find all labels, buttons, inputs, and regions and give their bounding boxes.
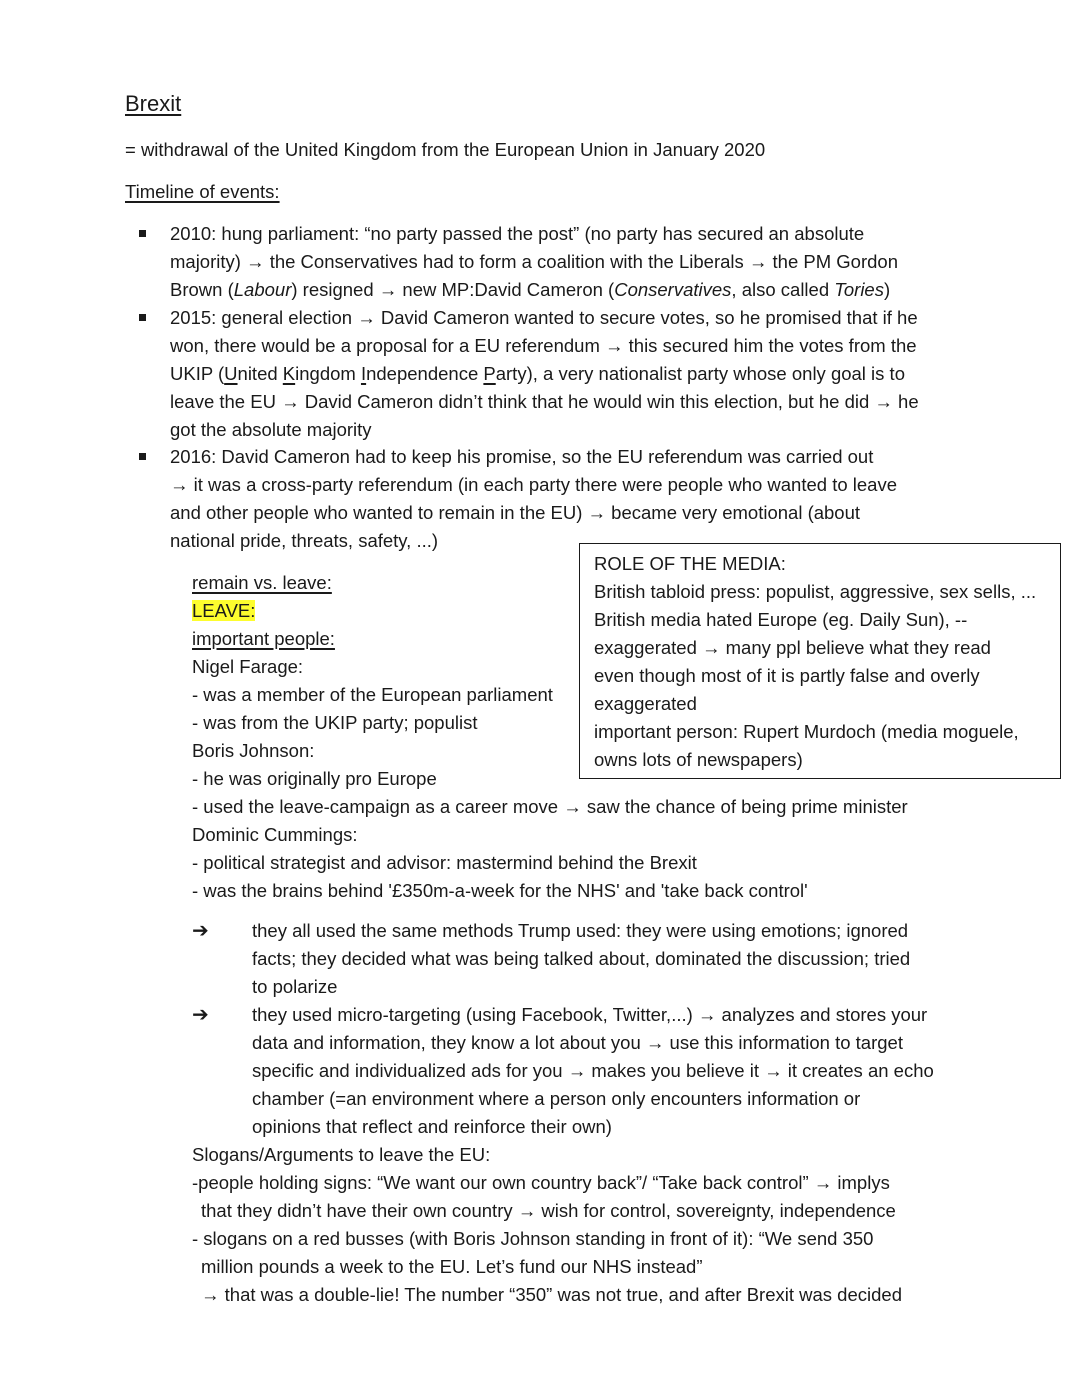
- text-part-underlined: I: [360, 363, 367, 384]
- johnson-name: Boris Johnson:: [192, 740, 315, 761]
- text-line: → it was a cross-party referendum (in each party there were people who wanted to leave: [170, 474, 898, 495]
- text-part: ): [883, 279, 891, 300]
- text-part: , also called: [731, 279, 835, 300]
- arrow-point-microtargeting: [252, 1001, 934, 1141]
- slogans-list: [192, 1169, 902, 1309]
- text-line: 2016: David Cameron had to keep his promise, so the EU referendum was carried out: [170, 446, 874, 467]
- text-line: and other people who wanted to remain in the EU) → became very emotional (about: [170, 502, 861, 523]
- text-part-italic: Labour: [233, 279, 292, 300]
- text-line: - slogans on a red busses (with Boris Johnson standing in front of it): “We send 350: [192, 1228, 874, 1249]
- johnson-point: - used the leave-campaign as a career move → saw the chance of being prime minister: [192, 796, 908, 817]
- johnson-point: - he was originally pro Europe: [192, 768, 437, 789]
- text-line: opinions that reflect and reinforce their own): [252, 1116, 612, 1137]
- farage-point: - was a member of the European parliament: [192, 684, 553, 705]
- text-line: -people holding signs: “We want our own country back”/ “Take back control” → implys: [192, 1172, 890, 1193]
- text-part-underlined: P: [483, 363, 496, 384]
- text-part: ingdom: [295, 363, 361, 384]
- text-line: leave the EU → David Cameron didn’t think that he would win this election, but he did → he: [170, 391, 919, 412]
- right-arrow-icon: ➔: [192, 1004, 209, 1026]
- page-title: Brexit: [125, 91, 182, 116]
- media-person-name: Rupert Murdoch: [743, 721, 876, 742]
- text-line: data and information, they know a lot about you → use this information to target: [252, 1032, 903, 1053]
- text-part-underlined: U: [224, 363, 238, 384]
- text-line: they all used the same methods Trump used: they were using emotions; ignored: [252, 920, 909, 941]
- text-line: that they didn’t have their own country → wish for control, sovereignty, independence: [201, 1200, 896, 1221]
- square-bullet-icon: [139, 314, 146, 321]
- arrow-point-methods: [252, 917, 910, 1001]
- media-line: even though most of it is partly false and overly: [594, 665, 980, 686]
- timeline-bullet-2010: [170, 220, 898, 304]
- text-line: chamber (=an environment where a person only encounters information or: [252, 1088, 861, 1109]
- text-line: 2010: hung parliament: “no party passed the post” (no party has secured an absolute: [170, 223, 865, 244]
- text-part: (media moguele,: [875, 721, 1019, 742]
- text-line: facts; they decided what was being talked about, dominated the discussion; tried: [252, 948, 911, 969]
- text-part: Brown (: [170, 279, 234, 300]
- right-arrow-icon: ➔: [192, 920, 209, 942]
- media-person-line: [594, 718, 1036, 746]
- text-part-underlined: K: [282, 363, 296, 384]
- text-line: → that was a double-lie! The number “350” was not true, and after Brexit was decided: [201, 1284, 902, 1305]
- text-line: [170, 276, 898, 304]
- square-bullet-icon: [139, 453, 146, 460]
- text-part: ndependence: [366, 363, 484, 384]
- cummings-point: - political strategist and advisor: mastermind behind the Brexit: [192, 852, 697, 873]
- text-line: 2015: general election → David Cameron wanted to secure votes, so he promised that if he: [170, 307, 918, 328]
- remain-vs-leave-heading: remain vs. leave:: [192, 572, 332, 593]
- cummings-name: Dominic Cummings:: [192, 824, 358, 845]
- important-people-heading: important people:: [192, 628, 335, 649]
- media-line: exaggerated → many ppl believe what they read: [594, 637, 991, 658]
- text-line: national pride, threats, safety, ...): [170, 530, 439, 551]
- slogans-heading: Slogans/Arguments to leave the EU:: [192, 1144, 491, 1165]
- leave-heading: LEAVE:: [192, 600, 256, 621]
- text-part-italic: Tories: [834, 279, 884, 300]
- timeline-bullet-2016: [170, 443, 897, 555]
- text-part: ) resigned → new MP:David Cameron (: [291, 279, 615, 300]
- definition-text: = withdrawal of the United Kingdom from the European Union in January 2020: [125, 139, 766, 160]
- text-line: to polarize: [252, 976, 338, 997]
- timeline-heading: Timeline of events:: [125, 181, 280, 202]
- text-part-italic: Conservatives: [614, 279, 732, 300]
- text-line: won, there would be a proposal for a EU referendum → this secured him the votes from the: [170, 335, 917, 356]
- cummings-point: - was the brains behind '£350m-a-week for the NHS' and 'take back control': [192, 880, 808, 901]
- media-line: owns lots of newspapers): [594, 749, 803, 770]
- media-line: British media hated Europe (eg. Daily Sun), --: [594, 609, 968, 630]
- text-line: they used micro-targeting (using Facebook, Twitter,...) → analyzes and stores your: [252, 1004, 928, 1025]
- text-line: majority) → the Conservatives had to form a coalition with the Liberals → the PM Gordon: [170, 251, 898, 272]
- text-part: arty), a very nationalist party whose only goal is to: [495, 363, 905, 384]
- text-line: got the absolute majority: [170, 419, 372, 440]
- text-line: [170, 360, 919, 388]
- square-bullet-icon: [139, 230, 146, 237]
- text-line: million pounds a week to the EU. Let’s fund our NHS instead”: [201, 1256, 703, 1277]
- text-part: UKIP (: [170, 363, 225, 384]
- text-part: important person:: [594, 721, 744, 742]
- text-part: nited: [237, 363, 283, 384]
- farage-name: Nigel Farage:: [192, 656, 304, 677]
- media-line: exaggerated: [594, 693, 697, 714]
- timeline-bullet-2015: [170, 304, 919, 444]
- media-line: British tabloid press: populist, aggressive, sex sells, ...: [594, 581, 1037, 602]
- farage-point: - was from the UKIP party; populist: [192, 712, 478, 733]
- text-line: specific and individualized ads for you → makes you believe it → it creates an echo: [252, 1060, 934, 1081]
- media-role-content: [594, 550, 1036, 774]
- media-heading: ROLE OF THE MEDIA:: [594, 553, 786, 574]
